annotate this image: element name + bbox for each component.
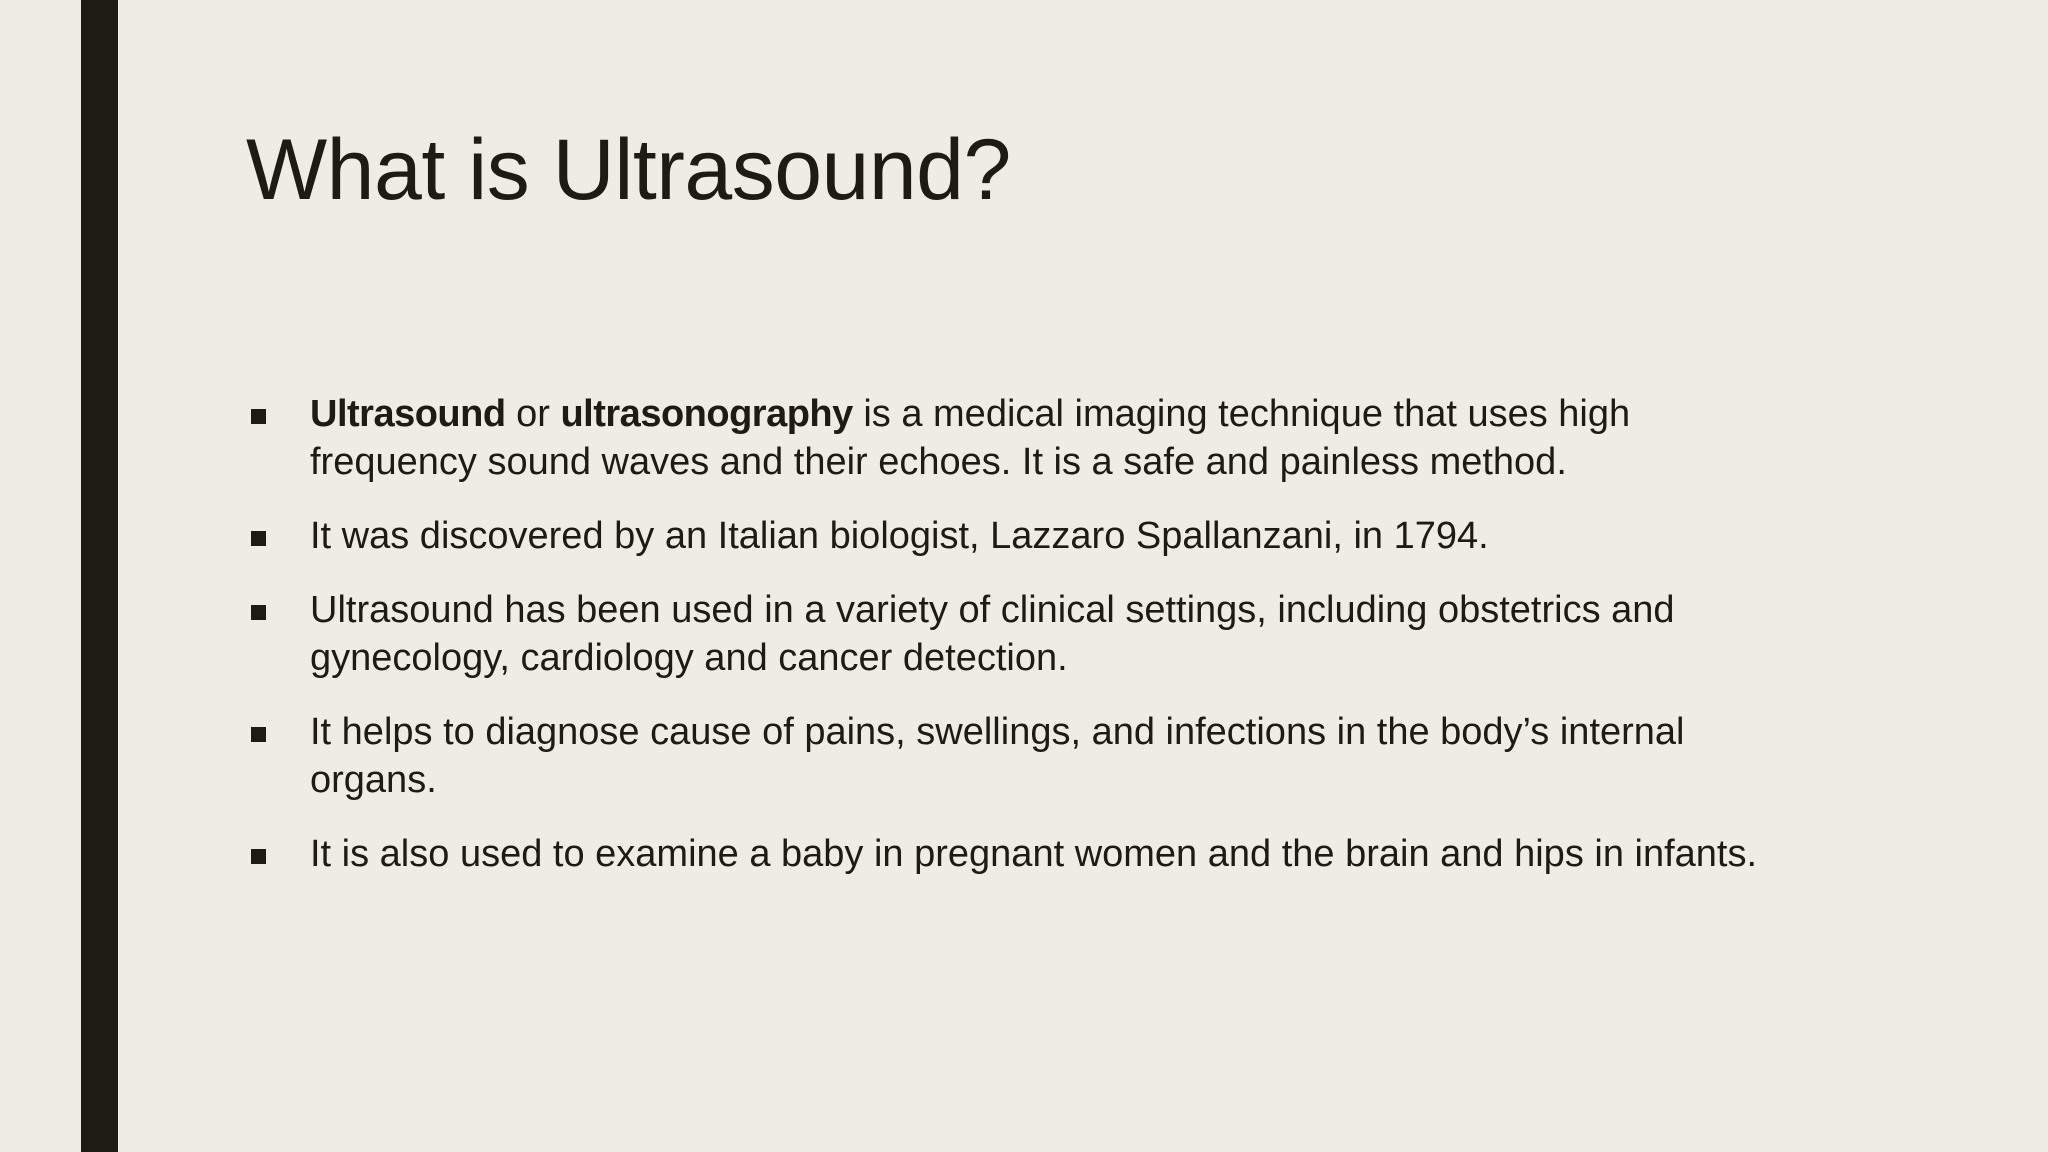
bullet-text: It was discovered by an Italian biologist, Lazzaro Spallanzani, in 1794. [310,515,1489,557]
bullet-item [246,708,1806,804]
square-bullet-icon [251,531,266,546]
bullet-item [246,830,1806,878]
bullet-text: It helps to diagnose cause of pains, swellings, and infections in the body’s internal organs. [310,711,1685,801]
bullet-term-ultrasonography: ultrasonography [560,393,853,435]
square-bullet-icon [251,727,266,742]
bullet-item [246,586,1806,682]
square-bullet-icon [251,409,266,424]
bullet-list [246,390,1806,904]
slide-title: What is Ultrasound? [246,122,1011,218]
bullet-connector: or [505,393,561,435]
accent-bar [81,0,118,1152]
square-bullet-icon [251,605,266,620]
bullet-item [246,390,1806,486]
bullet-text: Ultrasound has been used in a variety of clinical settings, including obstetrics and gynecology, cardiology and cancer detection. [310,589,1675,679]
bullet-item [246,512,1806,560]
square-bullet-icon [251,849,266,864]
bullet-text: It is also used to examine a baby in pregnant women and the brain and hips in infants. [310,833,1758,875]
bullet-term-ultrasound: Ultrasound [310,393,506,435]
bullet-text: is a medical imaging technique that uses high frequency sound waves and their echoes. It is a safe and painless method. [310,393,1631,483]
